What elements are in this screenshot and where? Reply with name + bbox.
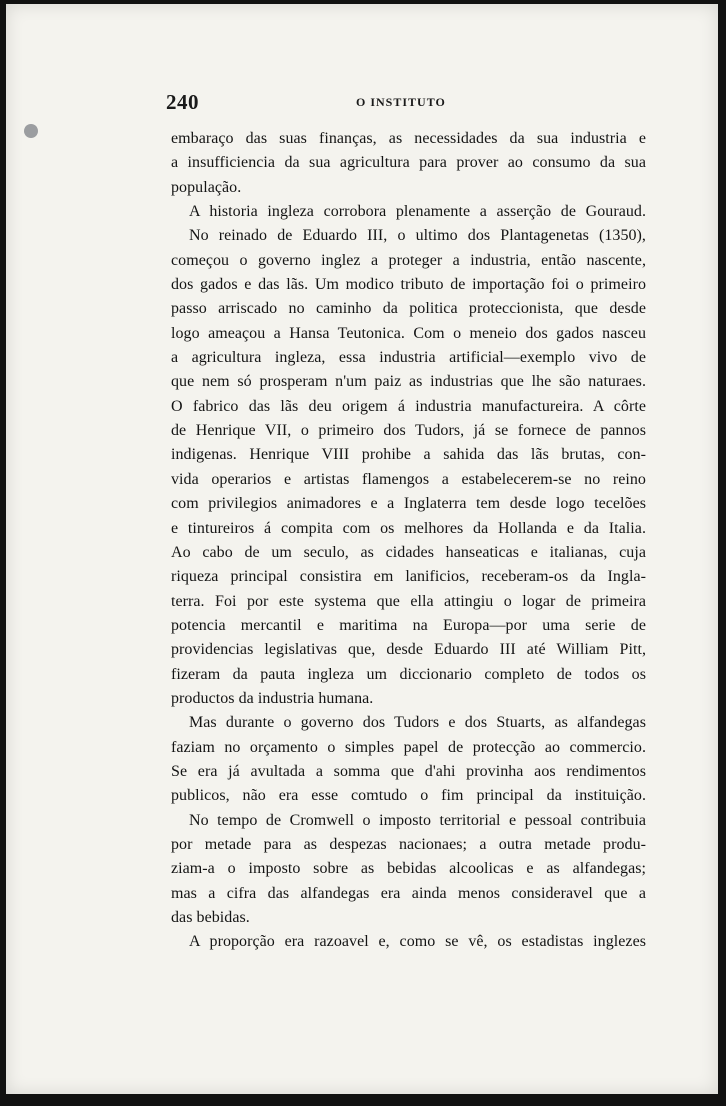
text-line: Mas durante o governo dos Tudors e dos Stuarts, as alfandegas [189,714,646,732]
text-line: e tintureiros á compita com os melhores da Hollanda e da Italia. [171,519,646,537]
text-line: A proporção era razoavel e, como se vê, os estadistas inglezes [189,933,646,951]
text-line: No reinado de Eduardo III, o ultimo dos Plantagenetas (1350), [189,227,646,245]
text-line: Ao cabo de um seculo, as cidades hanseaticas e italianas, cuja [171,543,646,561]
text-line: O fabrico das lãs deu origem á industria manufactureira. A côrte [171,397,646,415]
text-line: de Henrique VII, o primeiro dos Tudors, já se fornece de pannos [171,422,646,440]
text-line: indigenas. Henrique VIII prohibe a sahida das lãs brutas, con- [171,446,646,464]
text-line: terra. Foi por este systema que ella attingiu o logar de primeira [171,592,646,610]
text-line: a insufficiencia da sua agricultura para prover ao consumo da sua [171,154,646,172]
text-line: embaraço das suas finanças, as necessidades da sua industria e [171,130,646,147]
text-line: passo arriscado no caminho da politica proteccionista, que desde [171,300,646,318]
text-line: Se era já avultada a somma que d'ahi provinha aos rendimentos [171,762,646,780]
text-line: logo ameaçou a Hansa Teutonica. Com o meneio dos gados nasceu [171,324,646,342]
text-line: com privilegios animadores e a Inglaterra tem desde logo tecelões [171,495,646,513]
text-line: riqueza principal consistira em lanificios, receberam-os da Ingla- [171,568,646,586]
book-page [6,4,718,1094]
text-line: vida operarios e artistas flamengos a estabelecerem-se no reino [171,470,646,488]
text-line: faziam no orçamento o simples papel de protecção ao commercio. [171,738,646,756]
text-line: mas a cifra das alfandegas era ainda menos consideravel que a [171,884,646,902]
page-number: 240 [166,90,199,114]
text-line: potencia mercantil e maritima na Europa—por uma serie de [171,616,646,634]
running-head: O INSTITUTO [356,95,446,109]
text-line: providencias legislativas que, desde Eduardo III até William Pitt, [171,641,646,659]
text-line: das bebidas. [171,909,250,926]
text-line: começou o governo inglez a proteger a industria, então nascente, [171,251,646,269]
text-line: dos gados e das lãs. Um modico tributo de importação foi o primeiro [171,276,646,294]
text-line: A historia ingleza corrobora plenamente a asserção de Gouraud. [189,203,646,221]
text-line: publicos, não era esse comtudo o fim principal da instituição. [171,787,646,805]
text-line: productos da industria humana. [171,689,374,707]
page-header [166,90,646,116]
body-text [171,127,646,955]
text-line: a agricultura ingleza, essa industria artificial—exemplo vivo de [171,349,646,367]
text-line: por metade para as despezas nacionaes; a outra metade produ- [171,835,646,853]
text-line: ziam-a o imposto sobre as bebidas alcoolicas e as alfandegas; [171,860,646,878]
binding-hole [24,124,38,138]
text-line: fizeram da pauta ingleza um diccionario completo de todos os [171,665,646,683]
text-line: população. [171,178,242,196]
text-line: No tempo de Cromwell o imposto territorial e pessoal contribuia [189,811,646,829]
text-line: que nem só prosperam n'um paiz as industrias que lhe são naturaes. [171,373,646,391]
